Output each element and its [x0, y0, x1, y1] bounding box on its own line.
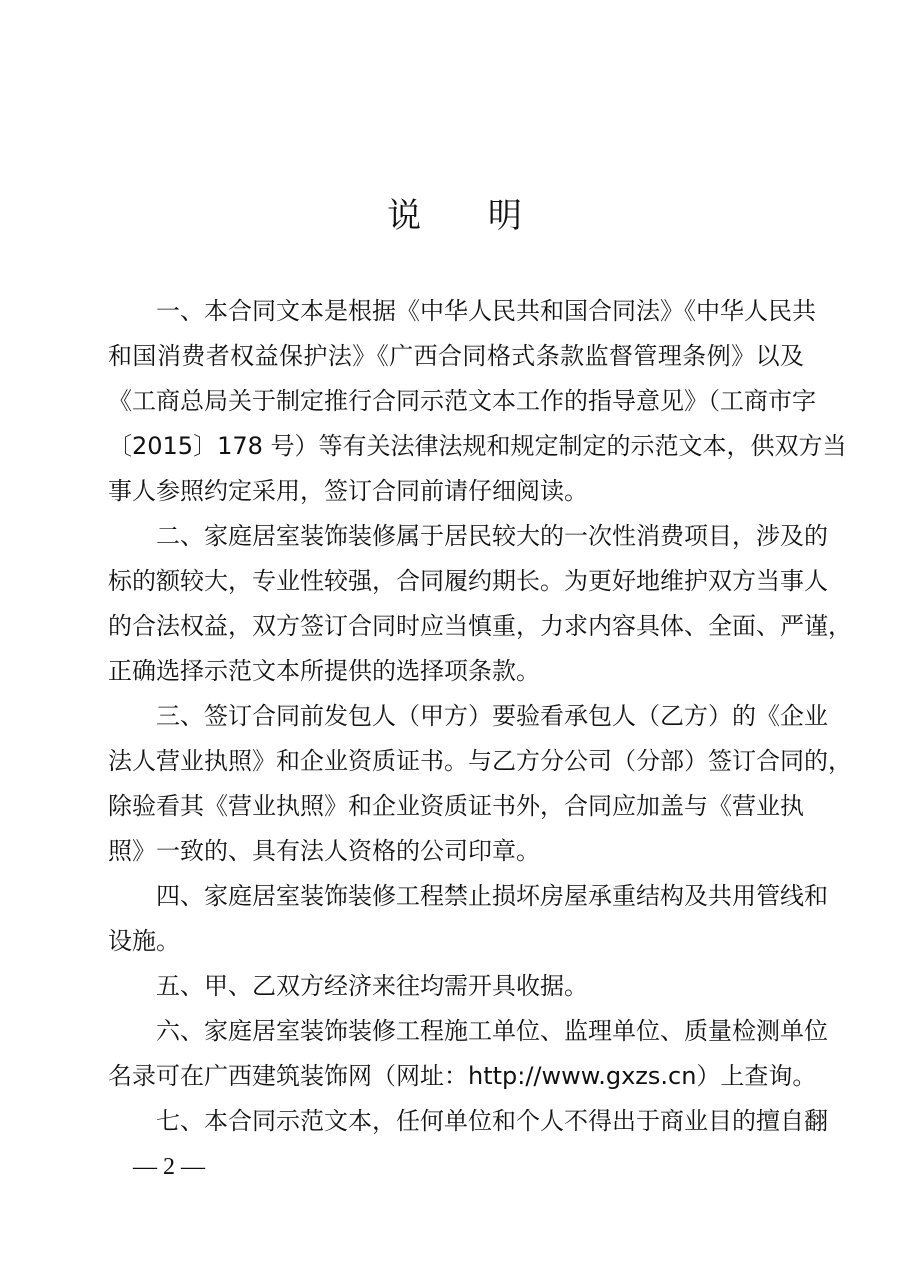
paragraph-line: 一、本合同文本是根据《中华人民共和国合同法》《中华人民共 — [156, 297, 816, 325]
paragraph-line: 二、家庭居室装饰装修属于居民较大的一次性消费项目，涉及的 — [156, 522, 828, 550]
paragraph-line: 事人参照约定采用，签订合同前请仔细阅读。 — [108, 477, 588, 505]
paragraph-line: 除验看其《营业执照》和企业资质证书外，合同应加盖与《营业执 — [108, 792, 804, 820]
page-number: — 2 — — [133, 1154, 205, 1180]
paragraph-line: 设施。 — [108, 927, 180, 955]
paragraph-line: 〔2015〕178 号）等有关法律法规和规定制定的示范文本，供双方当 — [108, 432, 847, 460]
paragraph-line: 名录可在广西建筑装饰网（网址：http://www.gxzs.cn）上查询。 — [108, 1062, 817, 1090]
paragraph-line: 六、家庭居室装饰装修工程施工单位、监理单位、质量检测单位 — [156, 1017, 828, 1045]
paragraph-line: 的合法权益，双方签订合同时应当慎重，力求内容具体、全面、严谨， — [108, 612, 852, 640]
paragraph — [108, 289, 847, 514]
paragraph-line: 七、本合同示范文本，任何单位和个人不得出于商业目的擅自翻 — [156, 1107, 828, 1135]
paragraph — [108, 964, 804, 1009]
paragraph-line: 法人营业执照》和企业资质证书。与乙方分公司（分部）签订合同的， — [108, 747, 852, 775]
paragraph-line: 四、家庭居室装饰装修工程禁止损坏房屋承重结构及共用管线和 — [156, 882, 828, 910]
paragraph — [108, 1099, 828, 1144]
paragraph — [108, 874, 828, 964]
page-title: 说 明 — [387, 196, 550, 236]
paragraph-line: 标的额较大，专业性较强，合同履约期长。为更好地维护双方当事人 — [108, 567, 828, 595]
paragraph-line: 照》一致的、具有法人资格的公司印章。 — [108, 837, 540, 865]
paragraph — [108, 514, 852, 694]
paragraph — [108, 694, 852, 874]
paragraph-line: 正确选择示范文本所提供的选择项条款。 — [108, 657, 540, 685]
paragraph-line: 三、签订合同前发包人（甲方）要验看承包人（乙方）的《企业 — [156, 702, 828, 730]
paragraph-line: 和国消费者权益保护法》《广西合同格式条款监督管理条例》以及 — [108, 342, 804, 370]
paragraph — [108, 1009, 828, 1099]
paragraph-line: 《工商总局关于制定推行合同示范文本工作的指导意见》（工商市字 — [108, 387, 816, 415]
document-body — [108, 289, 852, 1144]
paragraph-line: 五、甲、乙双方经济来往均需开具收据。 — [156, 972, 588, 1000]
